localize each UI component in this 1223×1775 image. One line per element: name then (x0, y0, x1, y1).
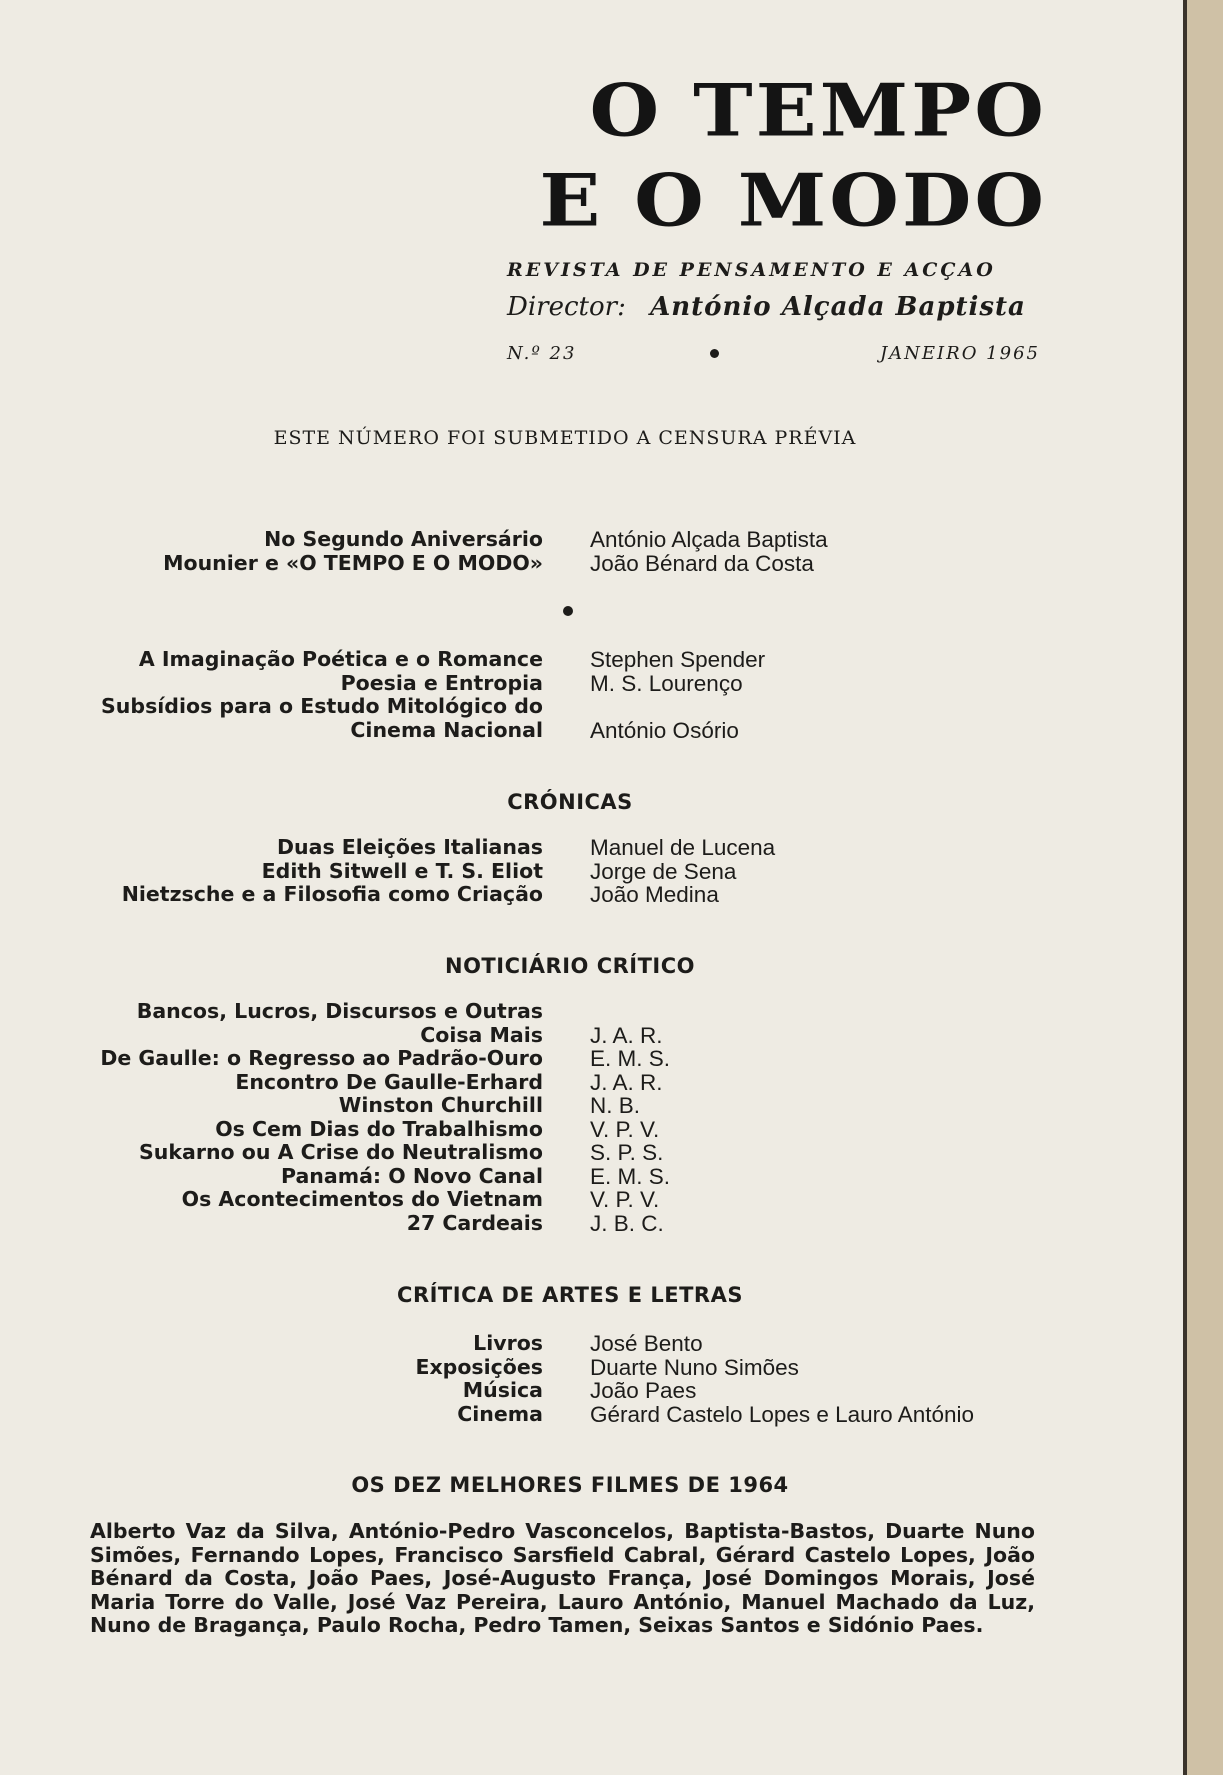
toc-author: João Medina (590, 882, 719, 907)
toc-title: Coisa Mais (420, 1022, 543, 1047)
toc-title: Livros (473, 1331, 543, 1355)
toc-entry (0, 719, 1140, 743)
section-heading-cronicas: CRÓNICAS (507, 790, 633, 814)
toc-title: Panamá: O Novo Canal (281, 1163, 543, 1188)
toc-entry (0, 1047, 1140, 1071)
section-heading-noticiario: NOTICIÁRIO CRÍTICO (445, 954, 695, 978)
toc-title: De Gaulle: o Regresso ao Padrão-Ouro (100, 1046, 543, 1070)
critica-list (0, 1332, 1140, 1426)
toc-author: J. A. R. (590, 1022, 663, 1048)
toc-author: E. M. S. (590, 1163, 671, 1189)
toc-title: Nietzsche e a Filosofia como Criação (121, 882, 543, 906)
toc-title: No Segundo Aniversário (264, 527, 543, 551)
toc-title: Duas Eleições Italianas (277, 835, 543, 859)
toc-entry (0, 1118, 1140, 1142)
toc-author: J. B. C. (590, 1210, 664, 1236)
toc-author: Duarte Nuno Simões (590, 1354, 799, 1380)
censorship-notice: ESTE NÚMERO FOI SUBMETIDO A CENSURA PRÉVIA (273, 427, 857, 449)
masthead (505, 70, 1047, 250)
director-name: António Alçada Baptista (650, 292, 1026, 322)
toc-title: Cinema Nacional (350, 717, 543, 742)
toc-entry (0, 1000, 1140, 1024)
toc-entry (0, 1071, 1140, 1095)
toc-entry (0, 1188, 1140, 1212)
toc-author: N. B. (590, 1093, 641, 1118)
toc-title: Winston Churchill (338, 1093, 543, 1117)
toc-entry (0, 836, 1140, 860)
toc-title: Edith Sitwell e T. S. Eliot (261, 858, 543, 883)
toc-author: V. P. V. (590, 1187, 660, 1212)
toc-title: Poesia e Entropia (340, 670, 543, 695)
toc-entry (0, 552, 1140, 576)
toc-title: A Imaginação Poética e o Romance (138, 647, 543, 671)
toc-entry (0, 1332, 1140, 1356)
toc-entry (0, 672, 1140, 696)
section-heading-melhores-filmes: OS DEZ MELHORES FILMES DE 1964 (351, 1473, 789, 1497)
page-edge (1183, 0, 1223, 1775)
toc-author: João Paes (590, 1378, 697, 1403)
issue-line (507, 343, 1040, 364)
toc-title: Subsídios para o Estudo Mitológico do (101, 694, 543, 718)
toc-entry (0, 883, 1140, 907)
toc-author: Manuel de Lucena (590, 835, 776, 860)
articles-group-2 (0, 648, 1140, 742)
toc-author: J. A. R. (590, 1069, 663, 1095)
toc-title: Os Acontecimentos do Vietnam (181, 1187, 543, 1211)
director-label: Director: (507, 292, 626, 322)
toc-author: João Bénard da Costa (590, 550, 814, 576)
issue-number: N.º 23 (507, 343, 577, 364)
toc-entry (0, 1356, 1140, 1380)
toc-title: Sukarno ou A Crise do Neutralismo (139, 1140, 543, 1164)
toc-title: 27 Cardeais (406, 1210, 543, 1235)
masthead-title-line1: O TEMPO (589, 68, 1047, 153)
director-line (507, 292, 1040, 322)
magazine-subtitle: REVISTA DE PENSAMENTO E ACÇAO (507, 259, 996, 281)
toc-author: José Bento (590, 1331, 703, 1356)
toc-entry (0, 1165, 1140, 1189)
articles-group-1 (0, 528, 1140, 575)
toc-title: Encontro De Gaulle-Erhard (235, 1069, 543, 1094)
toc-entry (0, 695, 1140, 719)
toc-author: Stephen Spender (590, 647, 766, 672)
toc-author: E. M. S. (590, 1046, 671, 1071)
section-heading-critica: CRÍTICA DE ARTES E LETRAS (397, 1283, 743, 1307)
issue-date: JANEIRO 1965 (879, 343, 1040, 364)
toc-author: António Alçada Baptista (590, 527, 828, 552)
toc-entry (0, 1024, 1140, 1048)
toc-entry (0, 1141, 1140, 1165)
toc-title: Os Cem Dias do Trabalhismo (215, 1116, 543, 1141)
cronicas-list (0, 836, 1140, 907)
toc-author: Gérard Castelo Lopes e Lauro António (590, 1401, 975, 1427)
toc-title: Bancos, Lucros, Discursos e Outras (136, 999, 543, 1023)
toc-author: Jorge de Sena (590, 858, 737, 884)
toc-title: Música (462, 1378, 543, 1402)
bullet-dot (710, 349, 719, 358)
toc-entry (0, 1212, 1140, 1236)
toc-title: Exposições (415, 1354, 543, 1379)
separator-dot (563, 606, 573, 616)
toc-entry (0, 1403, 1140, 1427)
noticiario-list (0, 1000, 1140, 1235)
masthead-title-line2: E O MODO (539, 158, 1047, 243)
toc-author: V. P. V. (590, 1116, 660, 1142)
toc-author: António Osório (590, 717, 739, 743)
toc-entry (0, 648, 1140, 672)
toc-title: Mounier e «O TEMPO E O MODO» (163, 550, 543, 575)
toc-author: M. S. Lourenço (590, 670, 743, 696)
toc-author: S. P. S. (590, 1140, 664, 1165)
toc-entry (0, 1379, 1140, 1403)
toc-title: Cinema (457, 1401, 543, 1426)
toc-entry (0, 1094, 1140, 1118)
toc-entry (0, 860, 1140, 884)
toc-entry (0, 528, 1140, 552)
critics-list-paragraph: Alberto Vaz da Silva, António-Pedro Vasconcelos, Baptista-Bastos, Duarte Nuno Simões, Fernando Lopes, Francisco Sarsfield Cabral, Gérard Castelo Lopes, João Bénard da Costa, João Paes, José-Augusto França, José Domingos Morais, José Maria Torre do Valle, José Vaz Pereira, Lauro António, Manuel Machado da Luz, Nuno de Bragança, Paulo Rocha, Pedro Tamen, Seixas Santos e Sidónio Paes. (90, 1519, 1035, 1637)
